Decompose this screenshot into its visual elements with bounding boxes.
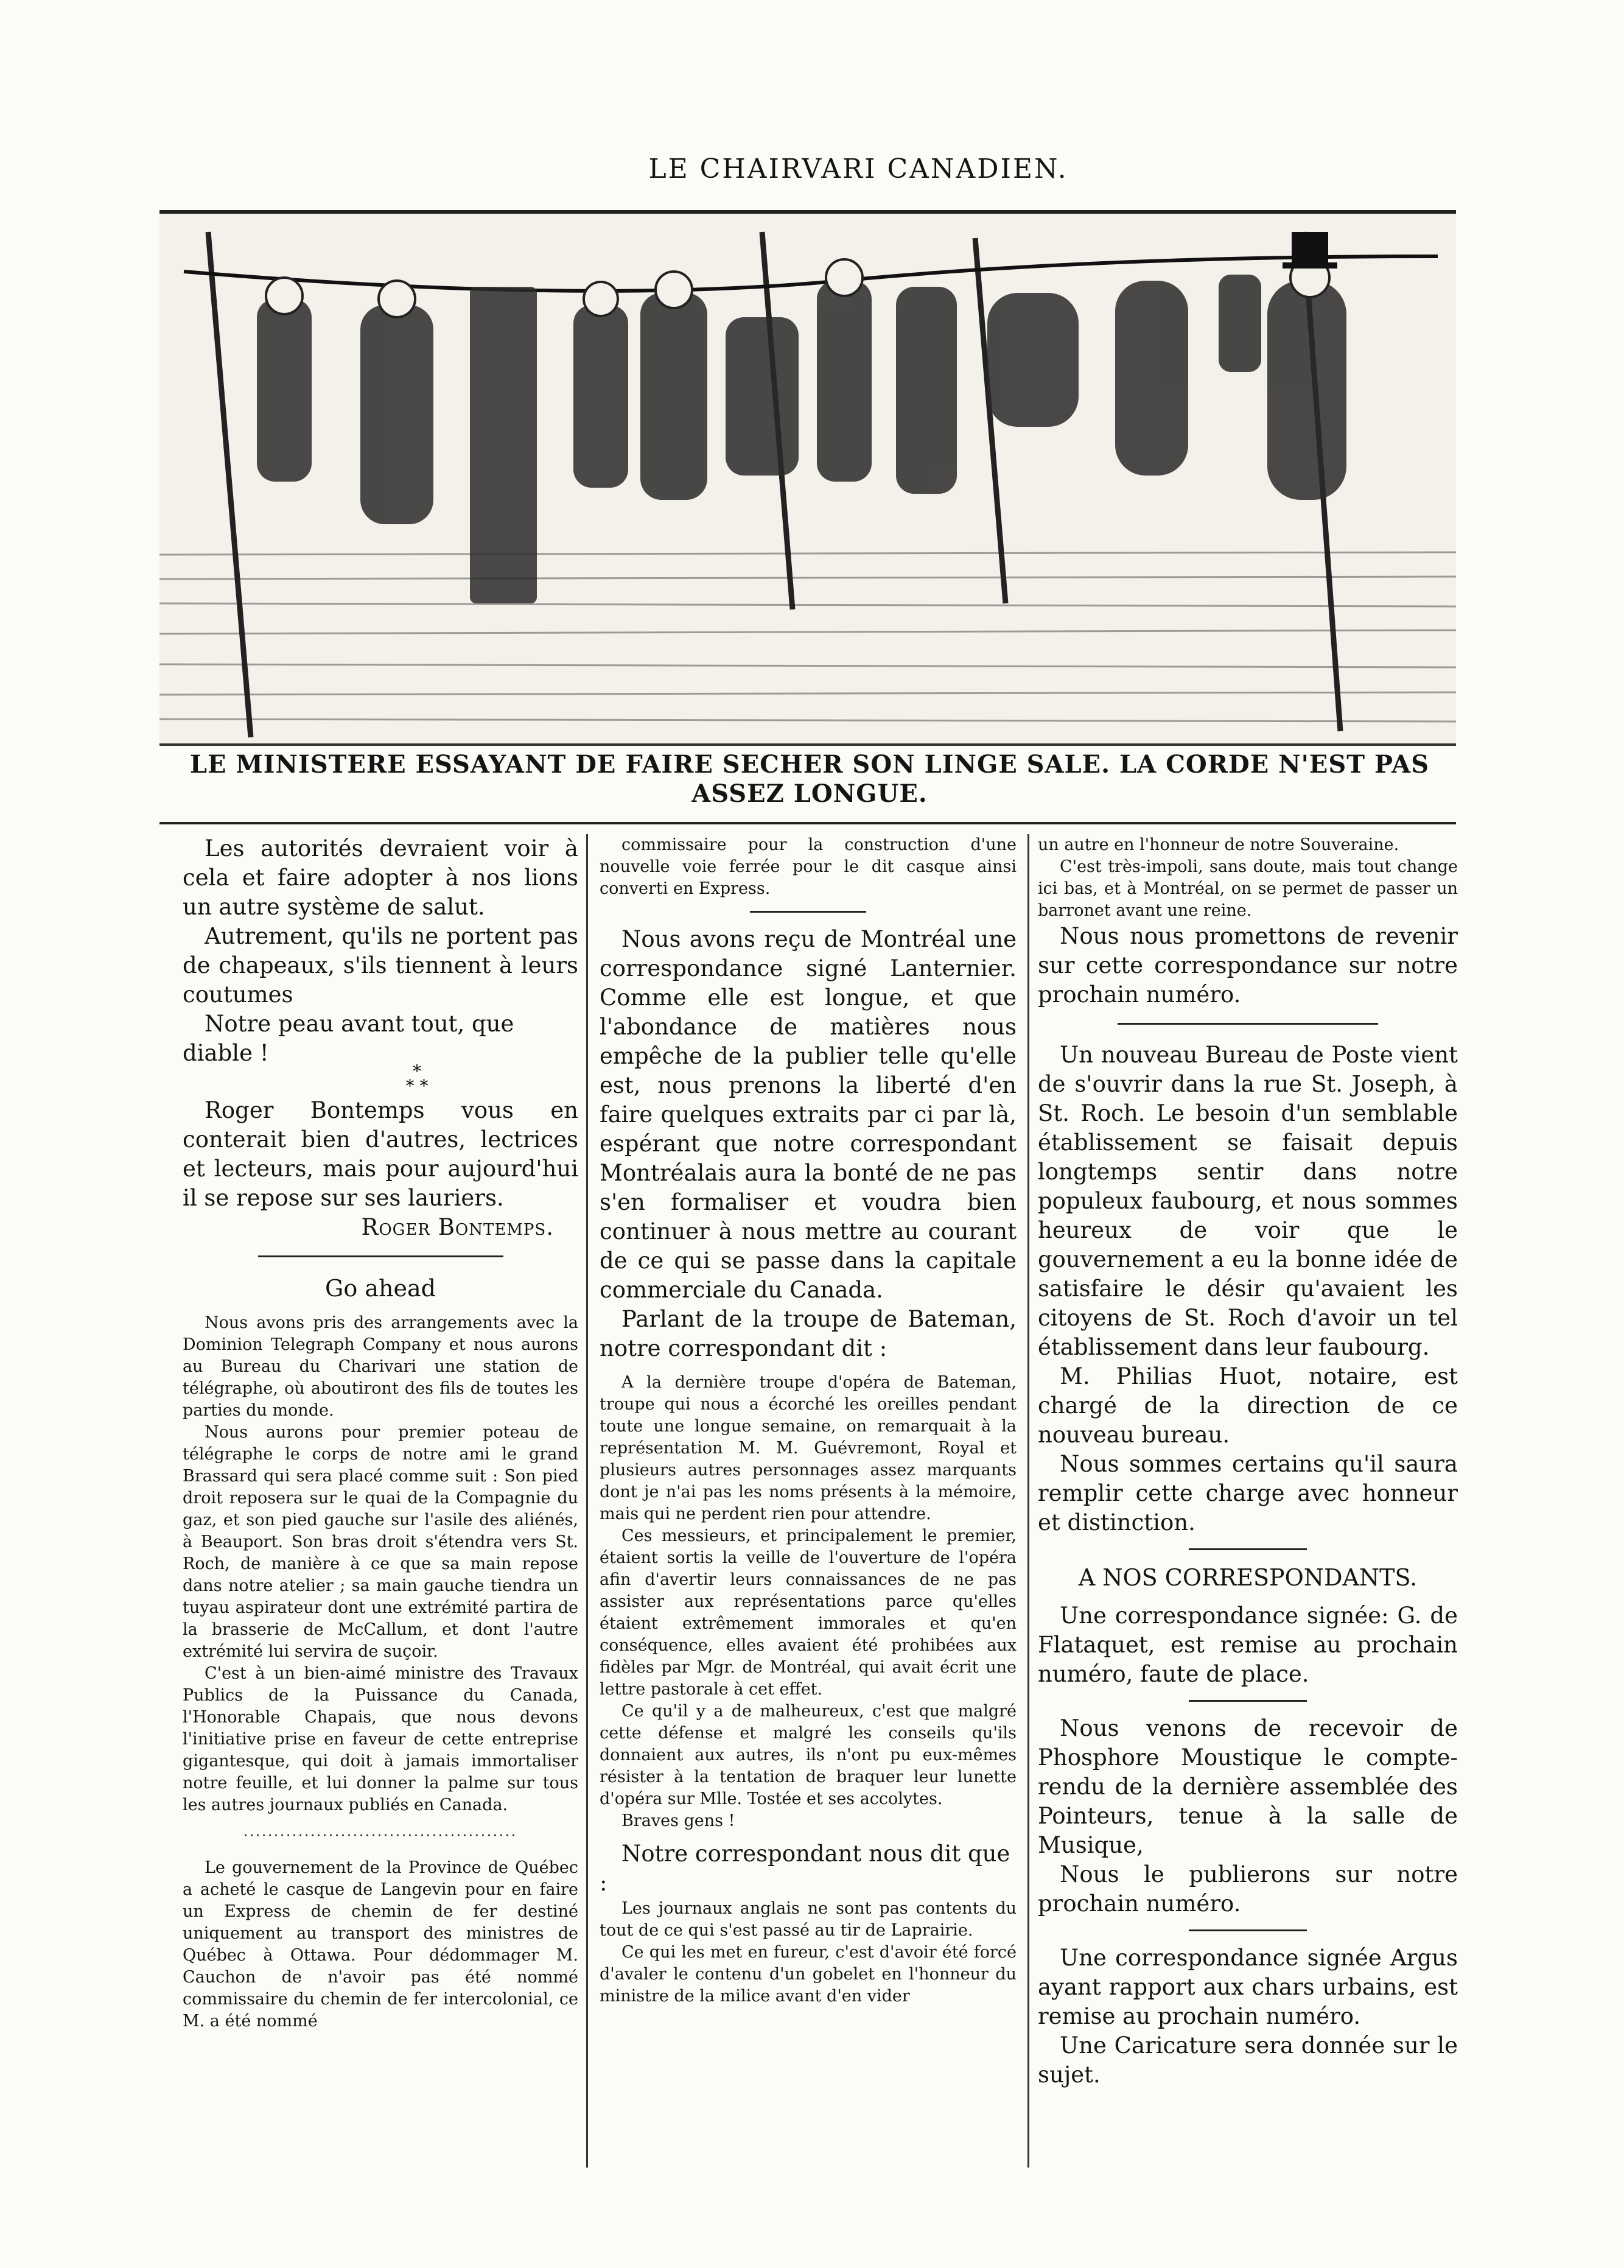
paragraph: Nous le publierons sur notre prochain numéro.: [1038, 1861, 1458, 1917]
paragraph: Une Caricature sera donnée sur le sujet.: [1038, 2032, 1458, 2088]
paragraph: Roger Bontemps vous en conterait bien d'autres, lectrices et lecteurs, mais pour aujourd'hui il se repose sur ses lauriers.: [183, 1097, 578, 1211]
paragraph: Nous avons reçu de Montréal une correspondance signé Lanternier. Comme elle est longue, et que l'abondance de matières nous empêche de la publier telle qu'elle est, nous prenons la liberté d'en faire quelques extraits par ci par là, espérant que notre correspondant Montréalais aura la bonté de ne pas s'en formaliser et voudra bien continuer à nous mettre au courant de ce qui se passe dans la capitale commerciale du Canada.: [600, 926, 1017, 1303]
paragraph: Nous sommes certains qu'il saura remplir cette charge avec honneur et distinction.: [1038, 1451, 1458, 1536]
paragraph: Autrement, qu'ils ne portent pas de chapeaux, s'ils tiennent à leurs coutumes: [183, 923, 578, 1008]
paragraph: Une correspondance signée Argus ayant rapport aux chars urbains, est remise au prochain numéro.: [1038, 1945, 1458, 2029]
column-rule-1: [586, 834, 588, 2168]
dotted-divider: ·············································: [243, 1828, 517, 1844]
paragraph: Nous nous promettons de revenir sur cette correspondance sur notre prochain numéro.: [1038, 923, 1458, 1008]
divider: [1189, 1929, 1306, 1931]
paragraph: Une correspondance signée: G. de Flataquet, est remise au prochain numéro, faute de place.: [1038, 1603, 1458, 1687]
paragraph: A la dernière troupe d'opéra de Bateman, troupe qui nous a écorché les oreilles pendant toute une longue semaine, on remarquait à la représentation M. M. Guévremont, Royal et plusieurs autres personnages assez marquants dont je n'ai pas les noms présents à la mémoire, mais qui ne perdent rien pour attendre.: [600, 1373, 1017, 1523]
paragraph: Ce qu'il y a de malheureux, c'est que malgré cette défense et malgré les conseils qu'ils donnaient aux autres, ils n'ont pu eux-mêmes résister à la tentation de braquer leur lunette d'opéra sur Mlle. Tostée et ses accolytes.: [600, 1702, 1017, 1808]
paragraph: C'est très-impoli, sans doute, mais tout change ici bas, et à Montréal, on se permet de passer un barronet avant une reine.: [1038, 857, 1458, 920]
caption-line-1: LE MINISTERE ESSAYANT DE FAIRE SECHER SON LINGE SALE. LA CORDE N'EST PAS: [189, 750, 1430, 779]
paragraph: commissaire pour la construction d'une nouvelle voie ferrée pour le dit casque ainsi converti en Express.: [600, 835, 1017, 898]
paragraph: C'est à un bien-aimé ministre des Travaux Publics de la Puissance du Canada, l'Honorable Chapais, que nous devons l'initiative prise en faveur de cette entreprise gigantesque, qui doit à jamais immortaliser notre feuille, et lui donner la palme sur tous les autres journaux publiés en Canada.: [183, 1664, 578, 1814]
asterism: * * *: [405, 1061, 429, 1096]
divider: [750, 911, 867, 913]
divider: [258, 1255, 503, 1257]
paragraph: Les journaux anglais ne sont pas contents du tout de ce qui s'est passé au tir de Laprairie.: [600, 1899, 1017, 1940]
paragraph: Ce qui les met en fureur, c'est d'avoir été forcé d'avaler le contenu d'un gobelet en l'honneur du ministre de la milice avant d'en vider: [600, 1943, 1017, 2006]
signature: Roger Bontemps.: [361, 1214, 554, 1240]
paragraph: Nous venons de recevoir de Phosphore Moustique le compte-rendu de la dernière assemblée des Pointeurs, tenue à la salle de Musique,: [1038, 1715, 1458, 1858]
paragraph: Le gouvernement de la Province de Québec a acheté le casque de Langevin pour en faire un Express de chemin de fer destiné uniquement au transport des ministres de Québec à Ottawa. Pour dédommager M. Cauchon de n'avoir pas été nommé commissaire du chemin de fer intercolonial, ce M. a été nommé: [183, 1858, 578, 2031]
paragraph: Braves gens !: [621, 1811, 735, 1830]
paragraph: un autre en l'honneur de notre Souveraine.: [1038, 835, 1399, 854]
section-heading: Go ahead: [325, 1275, 436, 1302]
caption-line-2: ASSEZ LONGUE.: [691, 779, 928, 808]
column-3: [1038, 834, 1458, 2219]
column-1: [183, 834, 578, 2219]
paragraph: Un nouveau Bureau de Poste vient de s'ouvrir dans la rue St. Joseph, à St. Roch. Le besoin d'un semblable établissement se faisait depuis longtemps sentir dans notre populeux faubourg, et nous sommes heureux de voir que le gouvernement a eu la bonne idée de satisfaire le désir qu'avaient les citoyens de St. Roch d'avoir un tel établissement dans leur faubourg.: [1038, 1042, 1458, 1360]
divider: [1118, 1023, 1378, 1025]
paragraph: Nous avons pris des arrangements avec la Dominion Telegraph Company et nous aurons au Bureau du Charivari une station de télégraphe, où aboutiront des fils de toutes les parties du monde.: [183, 1313, 578, 1420]
section-divider: [159, 822, 1456, 824]
cartoon-caption: [183, 750, 1437, 809]
paragraph: Nous aurons pour premier poteau de télégraphe le corps de notre ami le grand Brassard qui sera placé comme suit : Son pied droit reposera sur le quai de la Compagnie du gaz, et son pied gauche sur l'asile des aliénés, à Beauport. Son bras droit s'étendra vers St. Roch, de manière à ce que sa main repose dans notre atelier ; sa main gauche tiendra un tuyau aspirateur dont une extrémité partira de la brasserie de McCallum, et dont l'autre extrémité lui servira de suçoir.: [183, 1423, 578, 1661]
section-heading: A NOS CORRESPONDANTS.: [1078, 1564, 1418, 1591]
column-2: [600, 834, 1017, 2219]
cartoon-illustration: [159, 210, 1456, 746]
clothesline-engraving: [159, 214, 1456, 743]
masthead-title: LE CHAIRVARI CANADIEN.: [648, 153, 1068, 184]
divider: [1189, 1700, 1306, 1702]
paragraph: Les autorités devraient voir à cela et faire adopter à nos lions un autre système de salut.: [183, 835, 578, 920]
paragraph: Notre correspondant nous dit que :: [600, 1841, 1010, 1896]
paragraph: Ces messieurs, et principalement le premier, étaient sortis la veille de l'ouverture de l'opéra afin d'avertir leurs connaissances de ne pas assister aux représentations parce qu'elles étaient extrêmement immorales et qu'en conséquence, elles avaient été prohibées aux fidèles par Mgr. de Montréal, qui avait écrit une lettre pastorale à cet effet.: [600, 1526, 1017, 1699]
paragraph: M. Philias Huot, notaire, est chargé de la direction de ce nouveau bureau.: [1038, 1363, 1458, 1448]
paragraph: Notre peau avant tout, que diable !: [183, 1011, 514, 1066]
column-rule-2: [1027, 834, 1029, 2168]
paragraph: Parlant de la troupe de Bateman, notre correspondant dit :: [600, 1306, 1017, 1361]
divider: [1189, 1548, 1306, 1550]
